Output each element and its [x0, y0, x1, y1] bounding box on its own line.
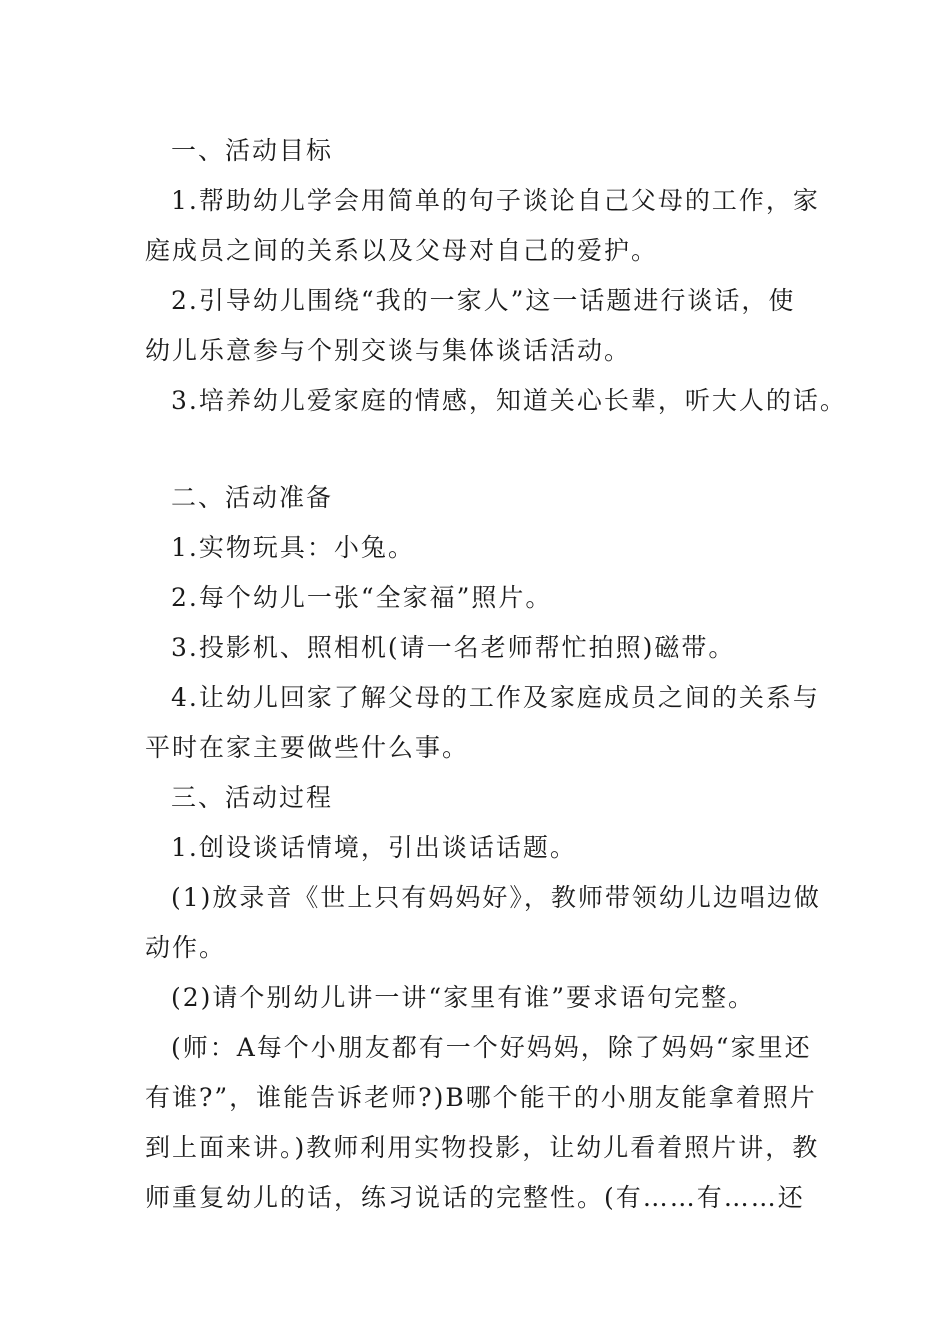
paragraph-line: 庭成员之间的关系以及父母对自己的爱护。: [145, 236, 659, 265]
paragraph-line: 平时在家主要做些什么事。: [145, 733, 470, 762]
paragraph-line: 2.引导幼儿围绕“我的一家人”这一话题进行谈话，使: [171, 286, 796, 315]
heading-preparation: 二、活动准备: [171, 483, 334, 512]
paragraph-line: 有谁?”，谁能告诉老师?)B哪个能干的小朋友能拿着照片: [145, 1083, 817, 1112]
paragraph-line: 1.创设谈话情境，引出谈话话题。: [171, 833, 577, 862]
paragraph-line: 3.培养幼儿爱家庭的情感，知道关心长辈，听大人的话。: [171, 386, 847, 415]
paragraph-line: 师重复幼儿的话，练习说话的完整性。(有……有……还: [145, 1183, 805, 1212]
heading-goals: 一、活动目标: [171, 136, 334, 165]
heading-process: 三、活动过程: [171, 783, 334, 812]
paragraph-line: 幼儿乐意参与个别交谈与集体谈话活动。: [145, 336, 632, 365]
paragraph-line: 3.投影机、照相机(请一名老师帮忙拍照)磁带。: [171, 633, 736, 662]
paragraph-line: (1)放录音《世上只有妈妈好》，教师带领幼儿边唱边做: [171, 883, 821, 912]
paragraph-line: 动作。: [145, 933, 227, 962]
paragraph-line: 1.帮助幼儿学会用简单的句子谈论自己父母的工作，家: [171, 186, 820, 215]
paragraph-line: 2.每个幼儿一张“全家福”照片。: [171, 583, 553, 612]
paragraph-line: 4.让幼儿回家了解父母的工作及家庭成员之间的关系与: [171, 683, 820, 712]
paragraph-line: 到上面来讲。)教师利用实物投影，让幼儿看着照片讲，教: [145, 1133, 820, 1162]
paragraph-line: (师：A每个小朋友都有一个好妈妈，除了妈妈“家里还: [171, 1033, 812, 1062]
paragraph-line: (2)请个别幼儿讲一讲“家里有谁”要求语句完整。: [171, 983, 755, 1012]
paragraph-line: 1.实物玩具：小兔。: [171, 533, 415, 562]
